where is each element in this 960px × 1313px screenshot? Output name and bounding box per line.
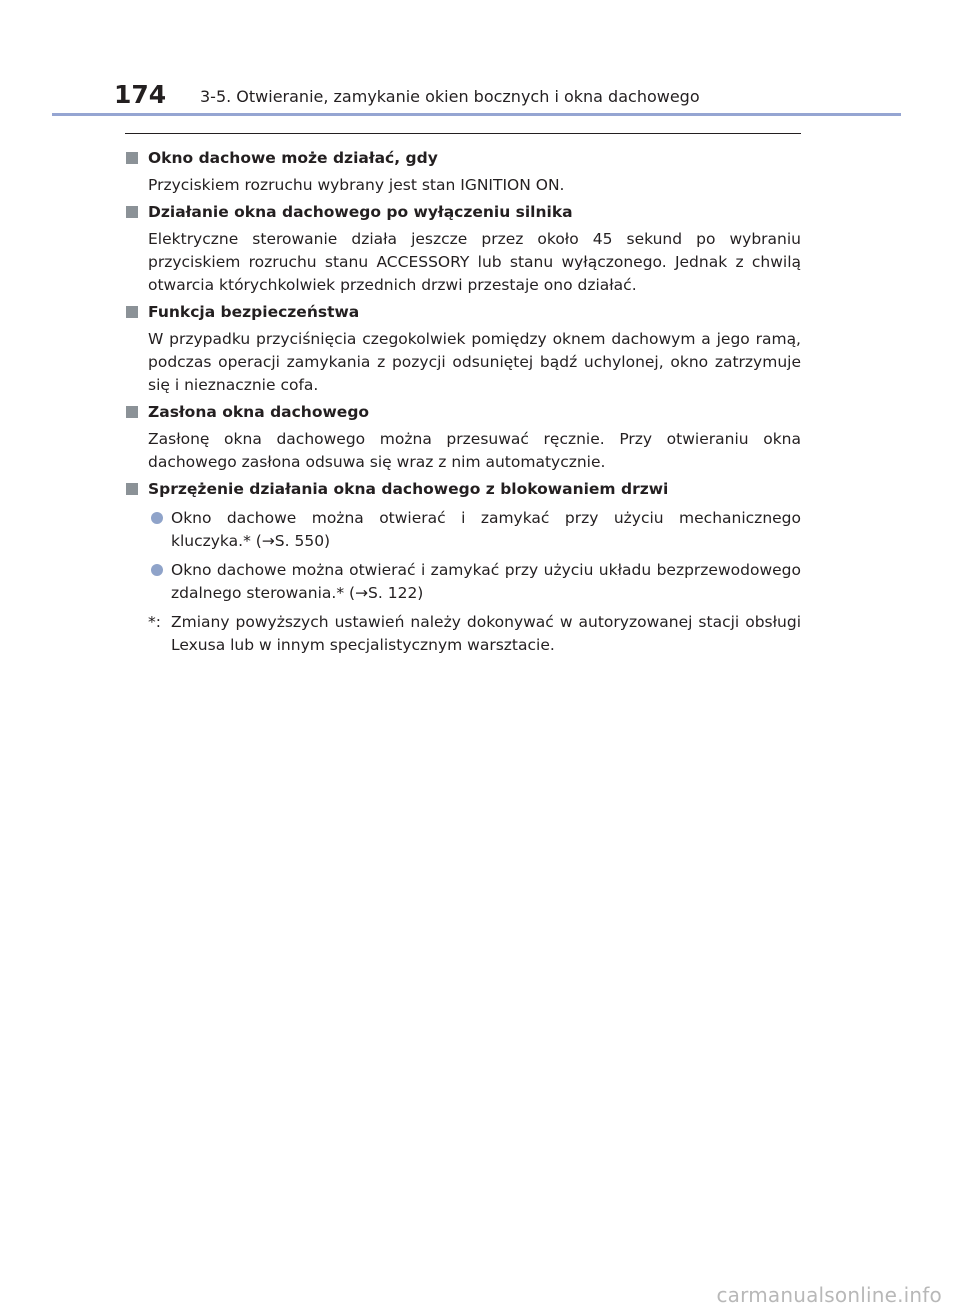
section-title: [125, 301, 801, 324]
section-text: W przypadku przyciśnięcia czegokolwiek pomiędzy oknem dachowym a jego ramą, podczas operacji zamykania z pozycji odsuniętej bądź uchylonej, okno zatrzymuje się i nieznacznie cofa.: [148, 330, 801, 394]
circle-bullet-icon: [151, 564, 163, 576]
footnote-mark: *:: [148, 613, 161, 631]
footnote-text: Zmiany powyższych ustawień należy dokonywać w autoryzowanej stacji obsługi Lexusa lub w innym specjalistycznym warsztacie.: [171, 613, 801, 654]
section-title: [125, 147, 801, 170]
circle-bullet-icon: [151, 512, 163, 524]
section-text: Zasłonę okna dachowego można przesuwać ręcznie. Przy otwieraniu okna dachowego zasłona odsuwa się wraz z nim automatycznie.: [148, 430, 801, 471]
section-title-text: Działanie okna dachowego po wyłączeniu silnika: [148, 203, 573, 221]
section-door-lock-link: [125, 478, 801, 657]
square-bullet-icon: [126, 206, 138, 218]
section-sunroof-operation-condition: [125, 147, 801, 197]
section-title: [125, 201, 801, 224]
section-text: Przyciskiem rozruchu wybrany jest stan IGNITION ON.: [148, 176, 565, 194]
section-title-text: Zasłona okna dachowego: [148, 403, 370, 421]
square-bullet-icon: [126, 306, 138, 318]
page-header: [0, 0, 960, 120]
section-title-text: Sprzężenie działania okna dachowego z blokowaniem drzwi: [148, 480, 669, 498]
list-item: [125, 507, 801, 553]
section-title: [125, 401, 801, 424]
chapter-title: 3-5. Otwieranie, zamykanie okien bocznych i okna dachowego: [200, 87, 700, 106]
square-bullet-icon: [126, 406, 138, 418]
header-rule: [52, 113, 901, 116]
section-title-text: Okno dachowe może działać, gdy: [148, 149, 438, 167]
footnote: [125, 611, 801, 657]
page-number: 174: [114, 80, 167, 109]
square-bullet-icon: [126, 483, 138, 495]
list-item-text: Okno dachowe można otwierać i zamykać przy użyciu mechanicznego kluczyka.* (→S. 550): [171, 509, 801, 550]
content-body: [125, 143, 801, 657]
section-title-text: Funkcja bezpieczeństwa: [148, 303, 360, 321]
section-title: [125, 478, 801, 501]
content-rule: [125, 133, 801, 134]
list-item: [125, 559, 801, 605]
list-item-text: Okno dachowe można otwierać i zamykać przy użyciu układu bezprzewodowego zdalnego sterowania.* (→S. 122): [171, 561, 801, 602]
section-after-engine-off: [125, 201, 801, 297]
square-bullet-icon: [126, 152, 138, 164]
section-sunshade: [125, 401, 801, 474]
section-safety-function: [125, 301, 801, 397]
watermark: carmanualsonline.info: [716, 1283, 942, 1307]
section-text: Elektryczne sterowanie działa jeszcze przez około 45 sekund po wybraniu przyciskiem rozruchu stanu ACCESSORY lub stanu wyłączonego. Jednak z chwilą otwarcia którychkolwiek przednich drzwi przestaje ono działać.: [148, 230, 801, 294]
